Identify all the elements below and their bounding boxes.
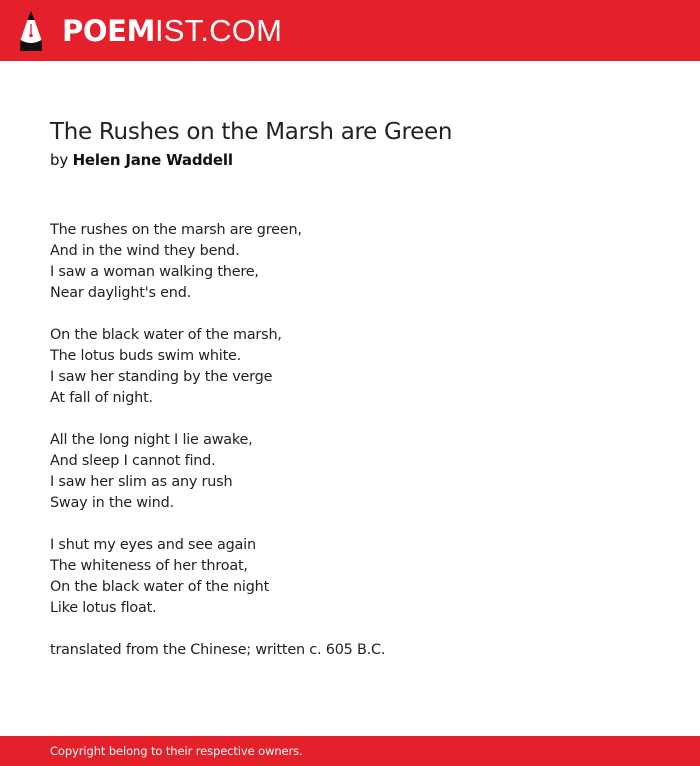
logo-brand-strong: POEM: [62, 14, 155, 48]
poem-title: The Rushes on the Marsh are Green: [50, 119, 453, 145]
poem-line: The whiteness of her throat,: [50, 558, 248, 574]
poem-line: I shut my eyes and see again: [50, 537, 256, 553]
poem-line: At fall of night.: [50, 390, 153, 406]
poem-line: Like lotus float.: [50, 600, 157, 616]
poem-line: On the black water of the night: [50, 579, 270, 595]
poem-line: I saw a woman walking there,: [50, 264, 259, 280]
poem-body: [50, 220, 650, 619]
poem-line: All the long night I lie awake,: [50, 432, 253, 448]
poem-line: Sway in the wind.: [50, 495, 174, 511]
site-footer: [0, 736, 700, 766]
site-logo[interactable]: [62, 11, 282, 51]
stanza-2: [50, 325, 650, 409]
copyright-text: Copyright belong to their respective owners.: [50, 744, 303, 758]
pen-nib-icon: [18, 10, 44, 52]
poem-line: The lotus buds swim white.: [50, 348, 242, 364]
poem-line: The rushes on the marsh are green,: [50, 222, 302, 238]
poem-line: And in the wind they bend.: [50, 243, 240, 259]
logo-brand-light: IST.COM: [154, 13, 283, 48]
poem-line: I saw her slim as any rush: [50, 474, 233, 490]
byline-label: by: [50, 151, 68, 169]
stanza-3: [50, 430, 650, 514]
poem-line: Near daylight's end.: [50, 285, 192, 301]
poem-byline: [50, 149, 650, 171]
site-header: [0, 0, 700, 61]
poem-line: I saw her standing by the verge: [50, 369, 273, 385]
poem-content: [50, 116, 650, 661]
poem-line: And sleep I cannot find.: [50, 453, 216, 469]
poem-author: Helen Jane Waddell: [72, 151, 233, 169]
poem-line: On the black water of the marsh,: [50, 327, 282, 343]
stanza-1: [50, 220, 650, 304]
poem-note: translated from the Chinese; written c. 605 B.C.: [50, 642, 386, 658]
stanza-4: [50, 535, 650, 619]
